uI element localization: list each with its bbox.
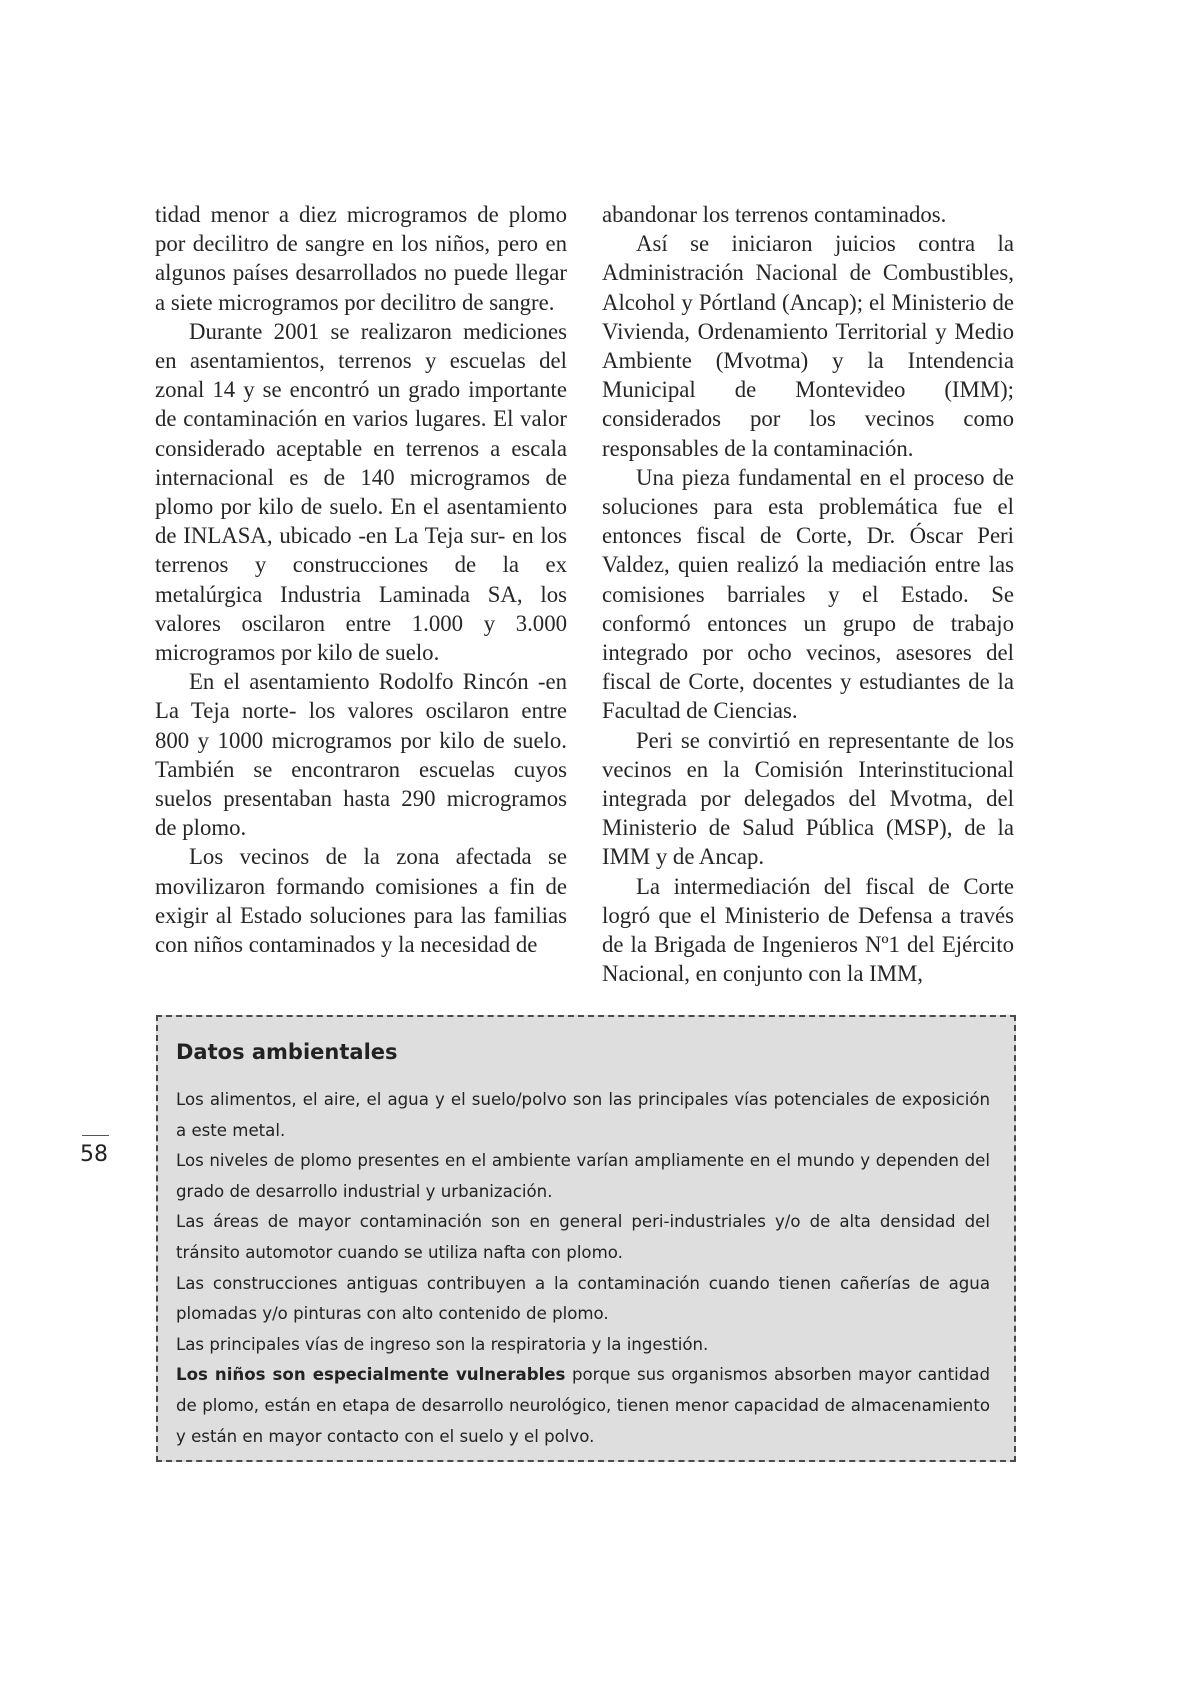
paragraph: Así se iniciaron juicios contra la Administración Nacional de Combustibles, Alcohol y Pórtland (Ancap); el Ministerio de Vivienda, Ordenamiento Territorial y Medio Ambiente (Mvotma) y la Intendencia Municipal de Montevideo (IMM); considerados por los vecinos como responsables de la contaminación. xyxy=(602,231,1014,461)
sidebar-paragraph: Las principales vías de ingreso son la respiratoria y la ingestión. xyxy=(176,1334,709,1354)
paragraph: Durante 2001 se realizaron mediciones en asentamientos, terrenos y escuelas del zonal 14 y se encontró un grado importante de contaminación en varios lugares. El valor considerado aceptable en terrenos a escala internacional es de 140 microgramos de plomo por kilo de suelo. En el asentamiento de INLASA, ubicado -en La Teja sur- en los terrenos y construcciones de la ex metalúrgica Industria Laminada SA, los valores oscilaron entre 1.000 y 3.000 microgramos por kilo de suelo. xyxy=(155,318,567,666)
page-number: 58 xyxy=(80,1142,108,1167)
paragraph: Una pieza fundamental en el proceso de soluciones para esta problemática fue el entonces fiscal de Corte, Dr. Óscar Peri Valdez, quien realizó la mediación entre las comisiones barriales y el Estado. Se conformó entonces un grupo de trabajo integrado por ocho vecinos, asesores del fiscal de Corte, docentes y estudiantes de la Facultad de Ciencias. xyxy=(602,464,1014,724)
sidebar-paragraph xyxy=(176,1360,990,1452)
paragraph: Los vecinos de la zona afectada se movilizaron formando comisiones a fin de exigir al Estado soluciones para las familias con niños contaminados y la necesidad de xyxy=(155,844,567,958)
sidebar-paragraph-text: porque sus organismos absorben mayor cantidad de plomo, están en etapa de desarrollo neurológico, tienen menor capacidad de almacenamiento y están en mayor contacto con el suelo y el polvo. xyxy=(176,1365,991,1446)
sidebar-title: Datos ambientales xyxy=(176,1040,398,1064)
paragraph: En el asentamiento Rodolfo Rincón -en La Teja norte- los valores oscilaron entre 800 y 1000 microgramos por kilo de suelo. También se encontraron escuelas cuyos suelos presentaban hasta 290 microgramos de plomo. xyxy=(155,669,567,841)
paragraph: Peri se convirtió en representante de los vecinos en la Comisión Interinstitucional integrada por delegados del Mvotma, del Ministerio de Salud Pública (MSP), de la IMM y de Ancap. xyxy=(602,727,1014,870)
right-text-column xyxy=(602,200,1014,988)
paragraph: abandonar los terrenos contaminados. xyxy=(602,202,947,227)
sidebar-box-datos-ambientales xyxy=(156,1015,1016,1462)
left-text-column xyxy=(155,200,567,959)
page-number-rule xyxy=(82,1135,109,1136)
sidebar-paragraph: Las construcciones antiguas contribuyen a la contaminación cuando tienen cañerías de agua plomadas y/o pinturas con alto contenido de plomo. xyxy=(176,1273,990,1324)
paragraph: tidad menor a diez microgramos de plomo por decilitro de sangre en los niños, pero en algunos países desarrollados no puede llegar a siete microgramos por decilitro de sangre. xyxy=(155,202,567,315)
sidebar-paragraph: Los alimentos, el aire, el agua y el suelo/polvo son las principales vías potenciales de exposición a este metal. xyxy=(176,1090,990,1140)
sidebar-paragraph: Las áreas de mayor contaminación son en general peri-industriales y/o de alta densidad del tránsito automotor cuando se utiliza nafta con plomo. xyxy=(176,1212,990,1262)
paragraph: La intermediación del fiscal de Corte logró que el Ministerio de Defensa a través de la Brigada de Ingenieros Nº1 del Ejército Nacional, en conjunto con la IMM, xyxy=(602,873,1014,987)
emphasis-text: Los niños son especialmente vulnerables xyxy=(176,1365,566,1385)
sidebar-paragraph: Los niveles de plomo presentes en el ambiente varían ampliamente en el mundo y dependen del grado de desarrollo industrial y urbanización. xyxy=(176,1151,990,1201)
